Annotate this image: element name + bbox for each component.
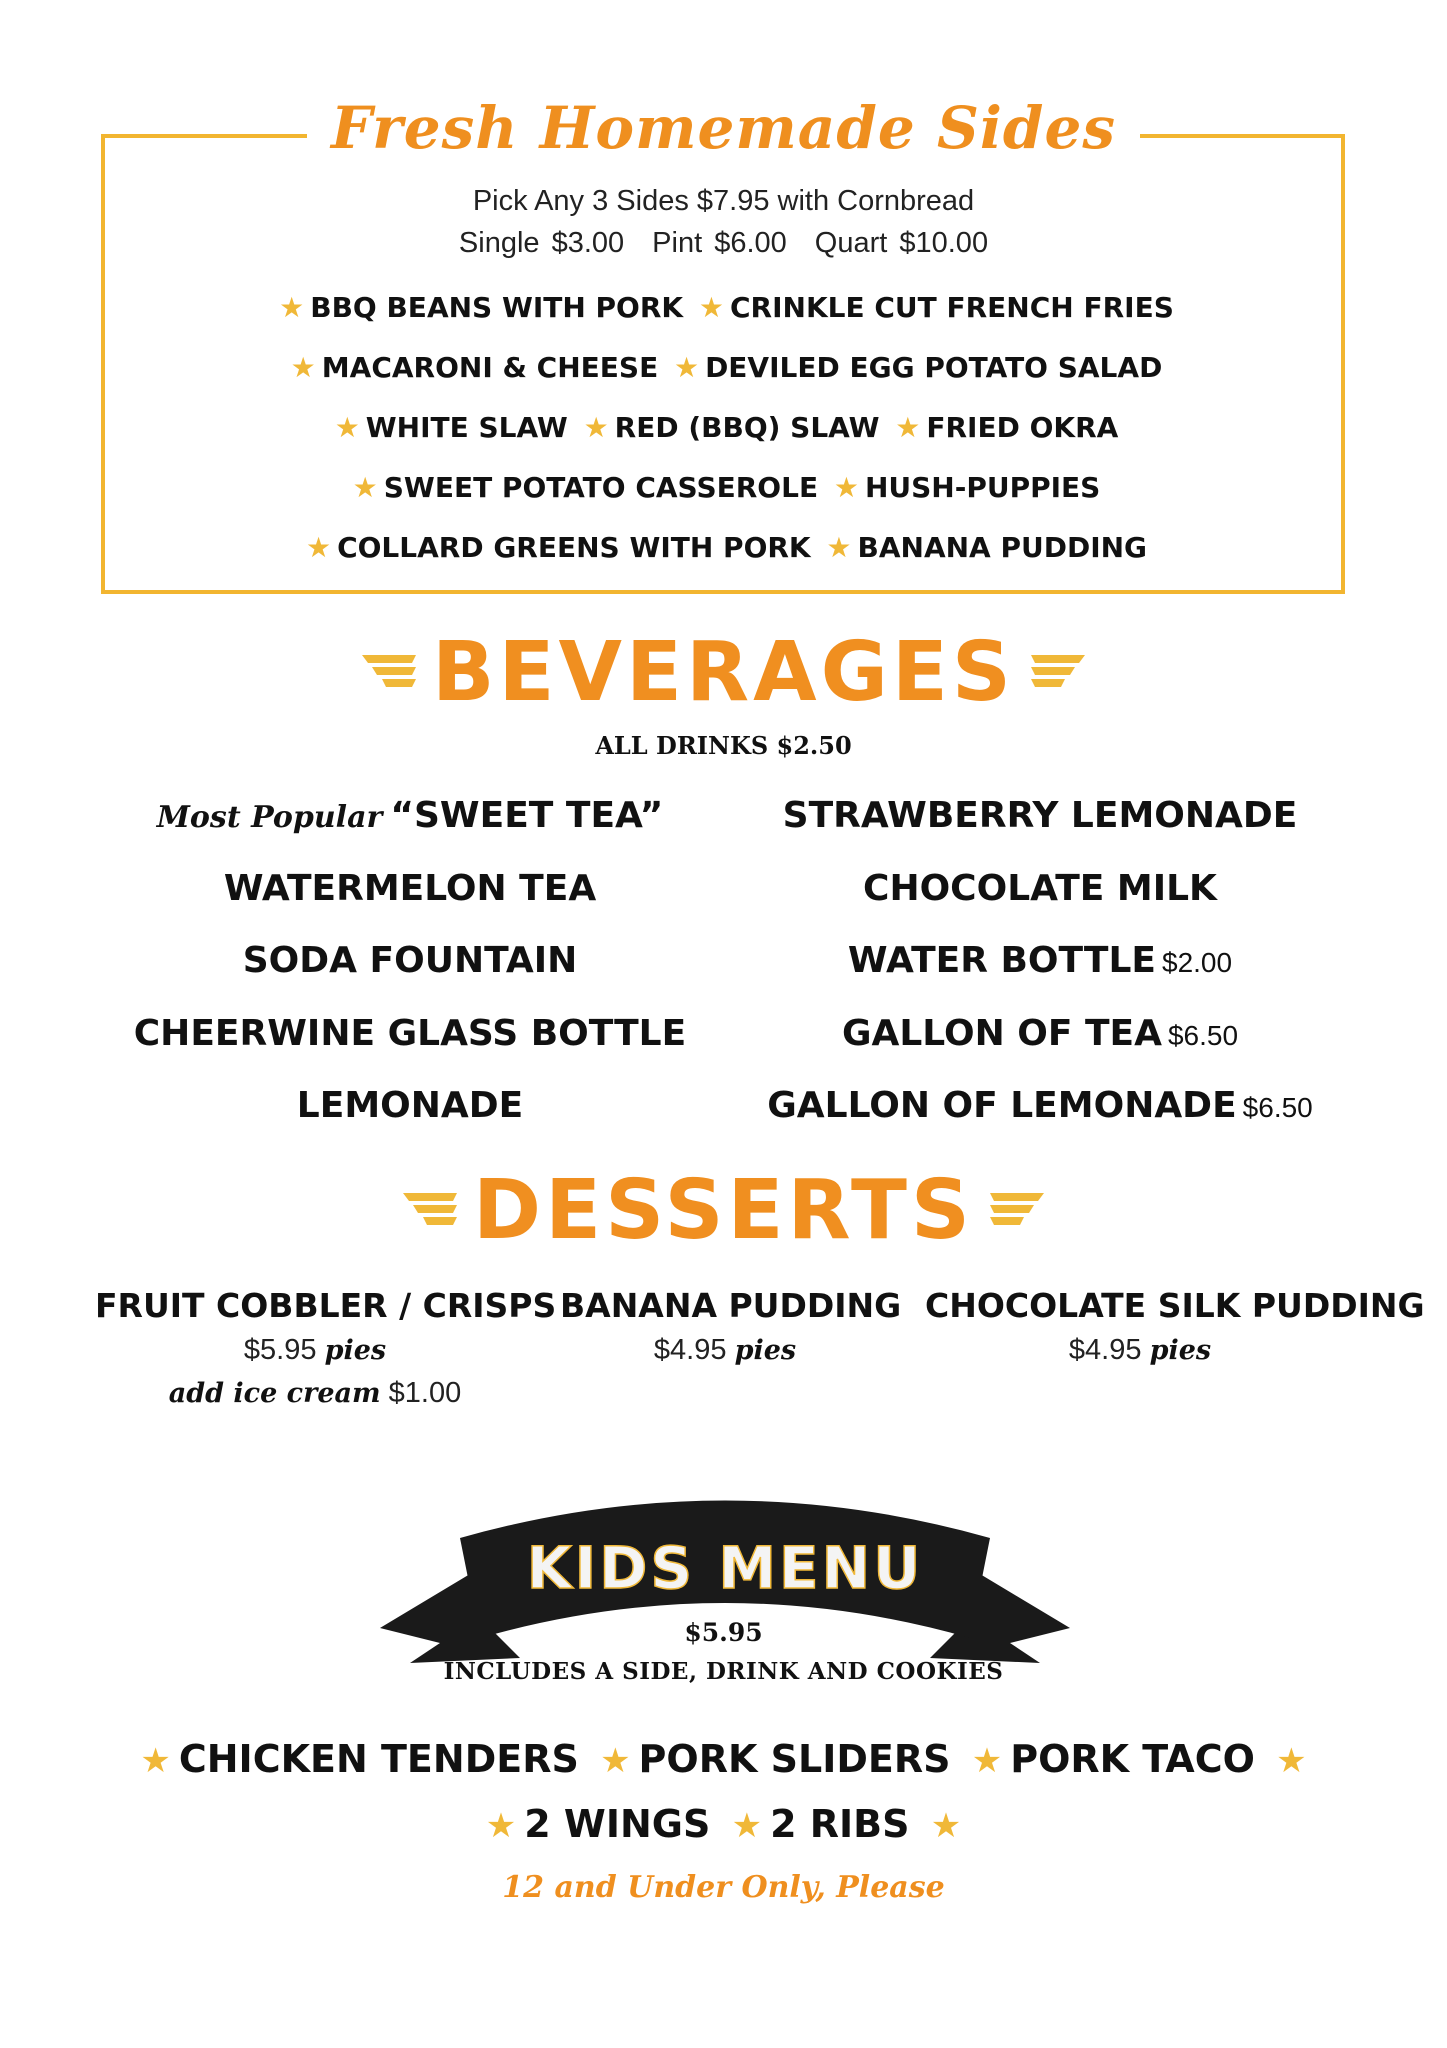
kids-item: CHICKEN TENDERS bbox=[178, 1737, 579, 1781]
desserts-title: DESSERTS bbox=[473, 1163, 974, 1258]
beverages-title: BEVERAGES bbox=[432, 625, 1015, 720]
beverage-item bbox=[130, 1070, 690, 1143]
kids-menu-title: KIDS MENU bbox=[526, 1534, 924, 1602]
side-item: WHITE SLAW bbox=[365, 411, 568, 444]
kids-item: PORK SLIDERS bbox=[638, 1737, 951, 1781]
dessert-price-line bbox=[95, 1329, 535, 1372]
beverage-name: WATERMELON TEA bbox=[223, 867, 597, 909]
beverage-name: GALLON OF LEMONADE bbox=[767, 1085, 1237, 1126]
side-item: FRIED OKRA bbox=[926, 411, 1119, 444]
star-icon: ★ bbox=[305, 531, 332, 564]
side-item: RED (BBQ) SLAW bbox=[614, 411, 880, 444]
beverages-header bbox=[0, 625, 1447, 720]
desserts-header bbox=[0, 1163, 1447, 1258]
beverage-item bbox=[760, 925, 1320, 998]
kids-includes: INCLUDES A SIDE, DRINK AND COOKIES bbox=[443, 1658, 1004, 1685]
beverage-name: LEMONADE bbox=[296, 1085, 524, 1126]
beverage-item bbox=[760, 1070, 1320, 1143]
sides-row bbox=[0, 411, 1447, 444]
star-icon: ★ bbox=[334, 411, 360, 444]
side-item: CRINKLE CUT FRENCH FRIES bbox=[729, 291, 1174, 324]
beverage-name: WATER BOTTLE bbox=[847, 940, 1156, 981]
dessert-price: $4.95 bbox=[653, 1334, 727, 1366]
beverage-item bbox=[130, 998, 690, 1071]
beverage-price: $2.00 bbox=[1162, 947, 1233, 978]
beverage-price: $6.50 bbox=[1242, 1092, 1313, 1123]
dessert-extra-line bbox=[95, 1372, 535, 1415]
side-item: DEVILED EGG POTATO SALAD bbox=[705, 351, 1163, 384]
beverages-right-column bbox=[760, 780, 1320, 1143]
side-item: BBQ BEANS WITH PORK bbox=[310, 291, 684, 324]
star-icon: ★ bbox=[485, 1806, 517, 1846]
star-icon: ★ bbox=[352, 471, 378, 504]
size-pint: Pint $6.00 bbox=[652, 227, 787, 259]
star-icon: ★ bbox=[971, 1741, 1003, 1781]
star-icon: ★ bbox=[731, 1806, 763, 1846]
kids-item: 2 RIBS bbox=[770, 1802, 910, 1846]
dessert-price: $5.95 bbox=[243, 1334, 317, 1366]
all-drinks-price: ALL DRINKS $2.50 bbox=[595, 731, 852, 760]
star-icon: ★ bbox=[1276, 1741, 1307, 1781]
beverage-name: CHEERWINE GLASS BOTTLE bbox=[133, 1012, 687, 1054]
sides-title-text: Fresh Homemade Sides bbox=[307, 94, 1140, 162]
dessert-tag: pies bbox=[734, 1335, 797, 1366]
dessert-name: BANANA PUDDING bbox=[560, 1286, 902, 1325]
kids-age-note: 12 and Under Only, Please bbox=[502, 1870, 945, 1905]
wing-right-icon bbox=[988, 1189, 1046, 1233]
kids-item: PORK TACO bbox=[1010, 1737, 1255, 1781]
kids-price: $5.95 bbox=[684, 1618, 763, 1647]
dessert-tag: pies bbox=[1149, 1335, 1212, 1366]
wing-left-icon bbox=[360, 651, 418, 695]
beverage-name: GALLON OF TEA bbox=[841, 1012, 1162, 1054]
sides-row bbox=[0, 531, 1447, 564]
star-icon: ★ bbox=[895, 411, 921, 444]
size-single: Single $3.00 bbox=[458, 227, 625, 259]
star-icon: ★ bbox=[826, 531, 852, 564]
kids-row bbox=[0, 1737, 1447, 1781]
beverage-item bbox=[760, 853, 1320, 926]
dessert-extra-label: add ice cream bbox=[168, 1378, 381, 1409]
dessert-price: $4.95 bbox=[1068, 1334, 1142, 1366]
dessert-price-line bbox=[925, 1329, 1355, 1372]
star-icon: ★ bbox=[600, 1741, 631, 1781]
beverage-name: STRAWBERRY LEMONADE bbox=[782, 795, 1298, 836]
wing-left-icon bbox=[401, 1189, 459, 1233]
star-icon: ★ bbox=[290, 351, 316, 384]
beverage-item bbox=[760, 780, 1320, 853]
star-icon: ★ bbox=[279, 291, 305, 324]
beverage-price: $6.50 bbox=[1167, 1019, 1239, 1051]
beverage-item bbox=[760, 998, 1320, 1071]
dessert-extra-price: $1.00 bbox=[388, 1377, 462, 1409]
sides-row bbox=[0, 351, 1447, 384]
dessert-name: CHOCOLATE SILK PUDDING bbox=[925, 1286, 1425, 1325]
beverage-item bbox=[130, 925, 690, 998]
beverage-name: SODA FOUNTAIN bbox=[242, 940, 578, 981]
dessert-item bbox=[95, 1283, 557, 1415]
star-icon: ★ bbox=[930, 1806, 962, 1846]
star-icon: ★ bbox=[833, 471, 859, 504]
dessert-tag: pies bbox=[324, 1335, 387, 1366]
side-item: HUSH-PUPPIES bbox=[864, 471, 1101, 504]
size-quart: Quart $10.00 bbox=[814, 227, 989, 259]
beverage-name: CHOCOLATE MILK bbox=[863, 867, 1217, 909]
star-icon: ★ bbox=[673, 351, 700, 384]
star-icon: ★ bbox=[698, 291, 724, 324]
star-icon: ★ bbox=[140, 1741, 171, 1781]
sides-row bbox=[0, 471, 1447, 504]
kids-row bbox=[0, 1802, 1447, 1846]
wing-right-icon bbox=[1029, 651, 1087, 695]
side-item: SWEET POTATO CASSEROLE bbox=[383, 471, 819, 504]
beverage-item bbox=[130, 853, 690, 926]
beverages-left-column bbox=[130, 780, 690, 1143]
side-item: BANANA PUDDING bbox=[857, 531, 1148, 564]
most-popular-label: Most Popular bbox=[156, 800, 383, 835]
sides-title bbox=[0, 94, 1447, 162]
dessert-name: FRUIT COBBLER / CRISPS bbox=[95, 1286, 557, 1325]
star-icon: ★ bbox=[583, 411, 609, 444]
sides-row bbox=[0, 291, 1447, 324]
sides-offer: Pick Any 3 Sides $7.95 with Cornbread bbox=[472, 185, 975, 217]
dessert-item bbox=[560, 1283, 902, 1372]
beverage-item bbox=[130, 780, 690, 853]
dessert-item bbox=[925, 1283, 1425, 1372]
side-item: MACARONI & CHEESE bbox=[321, 351, 659, 384]
dessert-price-line bbox=[560, 1329, 890, 1372]
side-item: COLLARD GREENS WITH PORK bbox=[337, 531, 811, 564]
sides-sizes bbox=[0, 227, 1447, 260]
beverage-name: “SWEET TEA” bbox=[390, 795, 664, 836]
kids-item: 2 WINGS bbox=[524, 1802, 711, 1846]
